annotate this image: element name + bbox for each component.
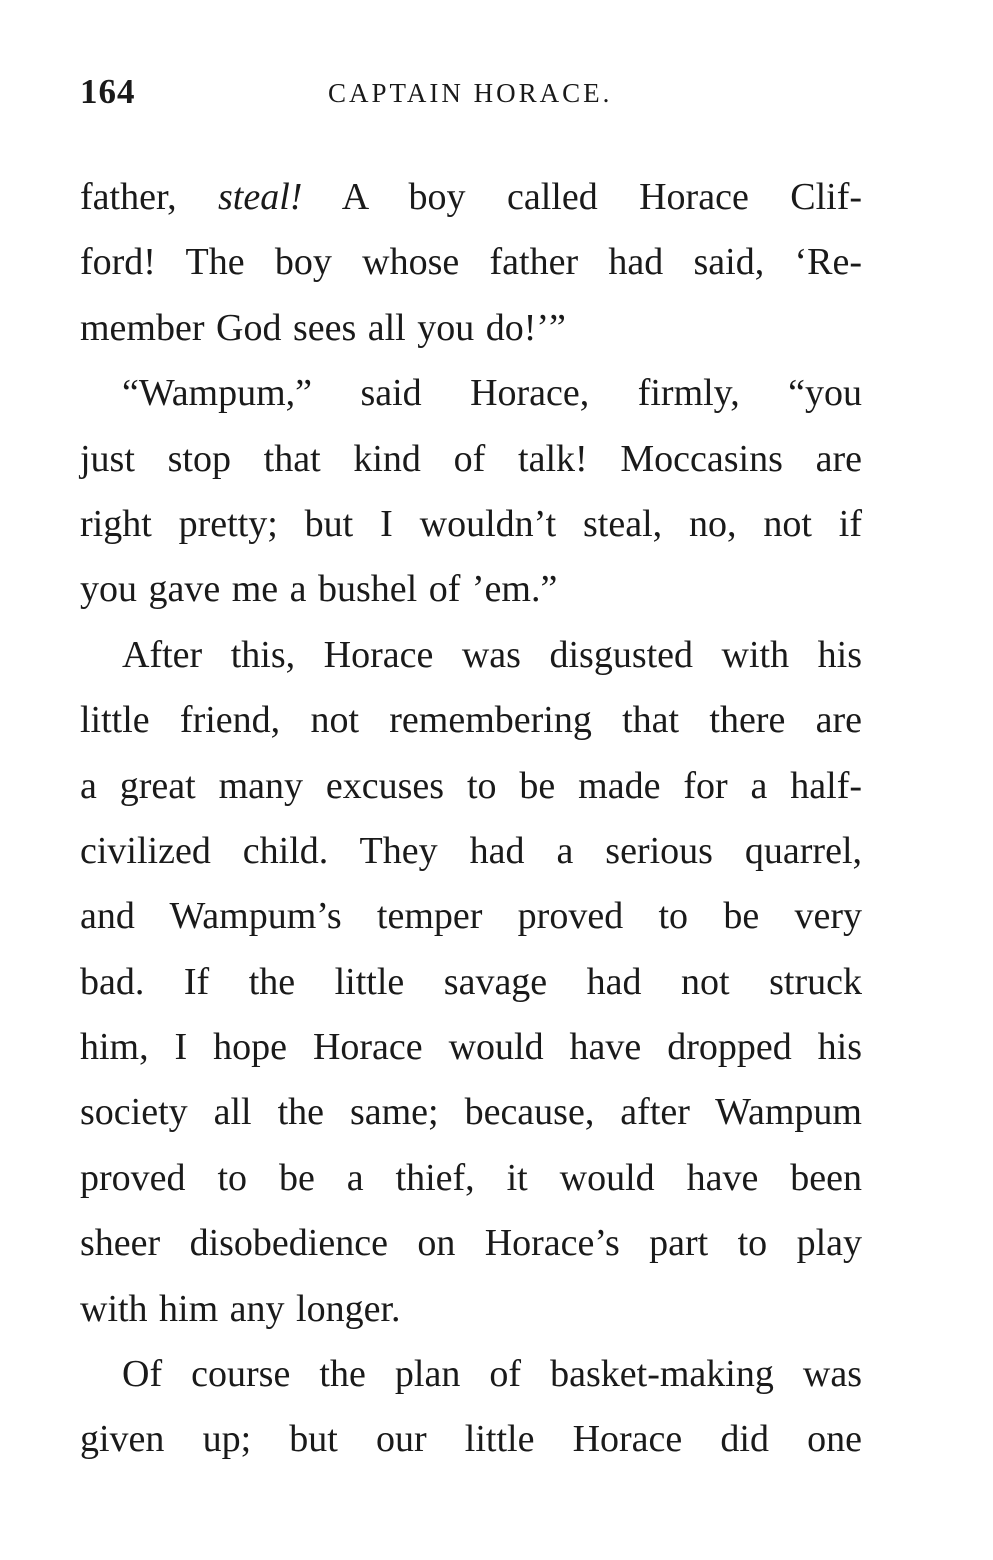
text-line: sheer disobedience on Horace’s part to play <box>80 1222 862 1265</box>
text-line: father, steal! A boy called Horace Clif- <box>80 176 863 218</box>
paragraph-end-line: you gave me a bushel of ’em.” <box>80 568 558 611</box>
text-line: ford! The boy whose father had said, ‘Re- <box>80 241 862 284</box>
paragraph-end-line: with him any longer. <box>80 1287 401 1330</box>
text-line: right pretty; but I wouldn’t steal, no, not if <box>80 502 862 545</box>
emphasized-word: steal! <box>218 176 303 218</box>
paragraph-start-line: “Wampum,” said Horace, firmly, “you <box>122 372 862 415</box>
text-line: a great many excuses to be made for a half- <box>80 764 862 807</box>
running-title: CAPTAIN HORACE. <box>328 78 613 108</box>
text-line: little friend, not remembering that there are <box>80 699 862 742</box>
text-line: just stop that kind of talk! Moccasins are <box>80 437 862 480</box>
paragraph-start-line: After this, Horace was disgusted with his <box>122 633 862 676</box>
page-number: 164 <box>80 72 136 111</box>
text-line: given up; but our little Horace did one <box>80 1418 862 1461</box>
text-line: him, I hope Horace would have dropped his <box>80 1026 862 1069</box>
text-line: society all the same; because, after Wampum <box>80 1091 862 1134</box>
text-line: civilized child. They had a serious quarrel, <box>80 829 862 872</box>
text-line: and Wampum’s temper proved to be very <box>80 895 862 938</box>
text-line: proved to be a thief, it would have been <box>80 1156 862 1199</box>
body-text <box>80 165 862 1473</box>
paragraph-end-line: member God sees all you do!’” <box>80 306 566 349</box>
paragraph-start-line: Of course the plan of basket-making was <box>122 1353 862 1396</box>
running-head <box>80 72 870 122</box>
text-line: bad. If the little savage had not struck <box>80 960 862 1003</box>
